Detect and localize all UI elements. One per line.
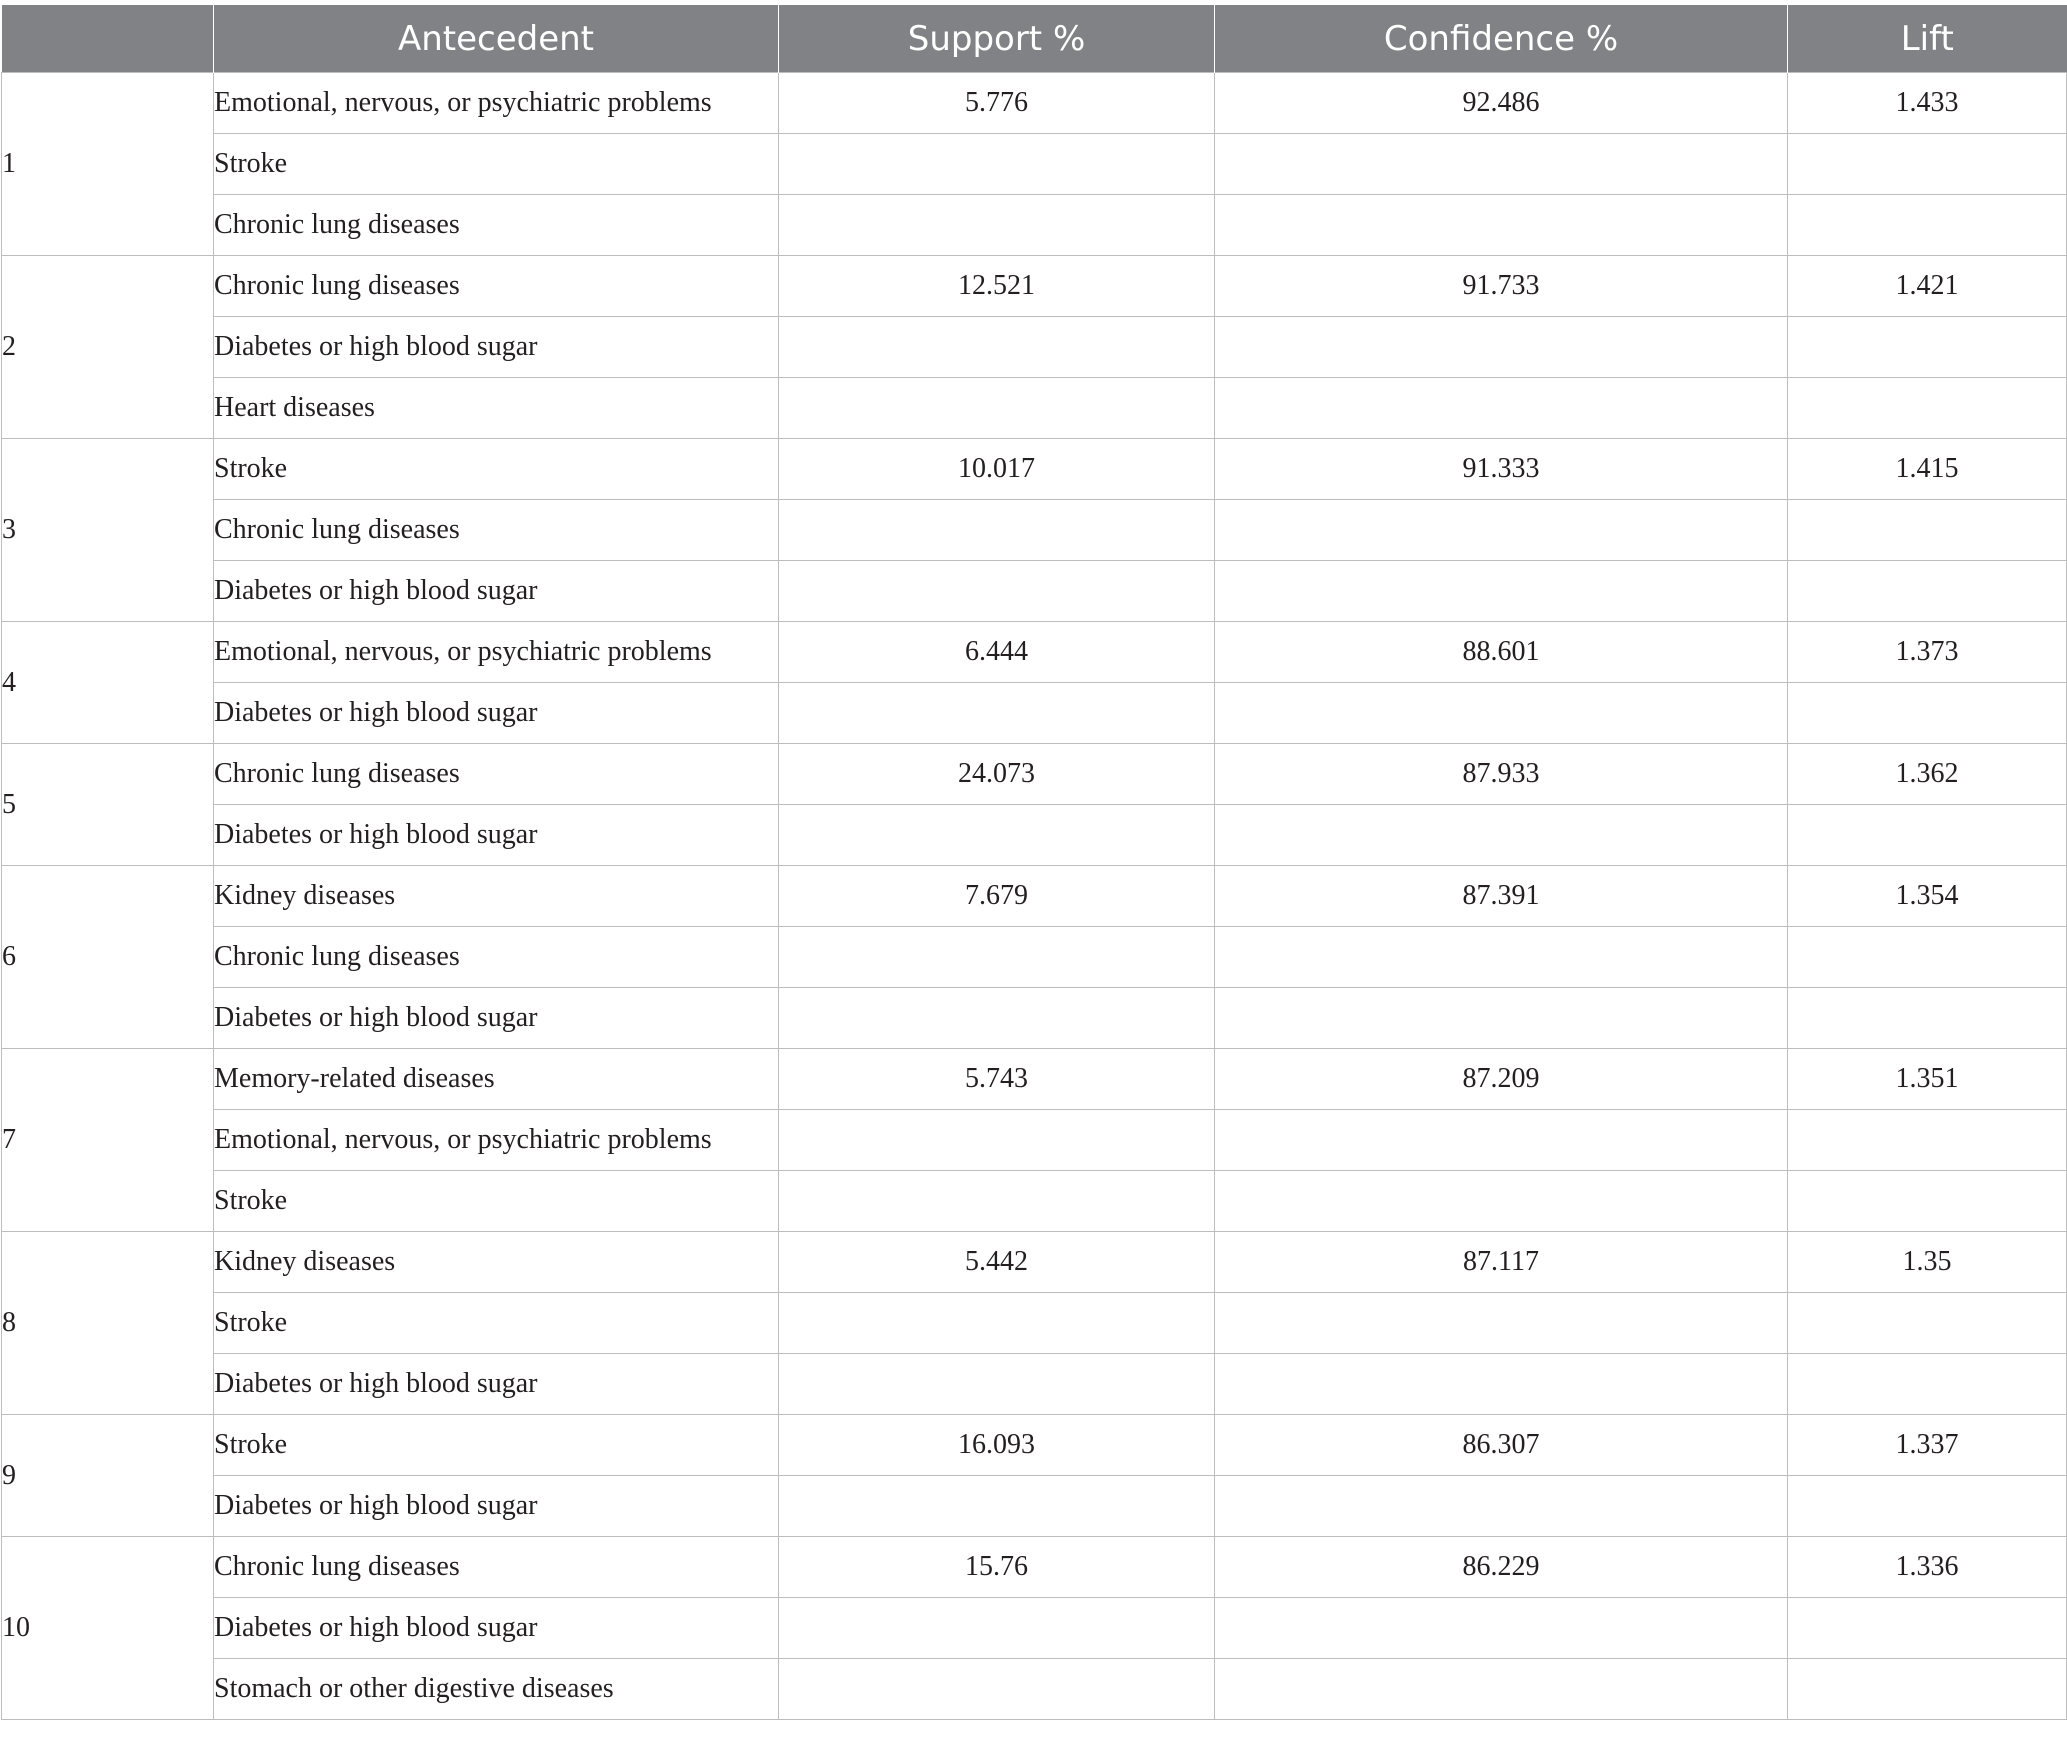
support-cell — [779, 317, 1215, 378]
support-cell — [779, 378, 1215, 439]
lift-cell — [1788, 561, 2067, 622]
table-row — [2, 805, 2067, 866]
confidence-cell: 87.933 — [1215, 744, 1788, 805]
support-cell: 7.679 — [779, 866, 1215, 927]
support-cell: 16.093 — [779, 1415, 1215, 1476]
antecedent-item: Diabetes or high blood sugar — [214, 317, 779, 378]
confidence-cell: 87.117 — [1215, 1232, 1788, 1293]
header-support: Support % — [779, 5, 1215, 73]
lift-cell: 1.415 — [1788, 439, 2067, 500]
table-row — [2, 622, 2067, 683]
table-row — [2, 500, 2067, 561]
table-row — [2, 256, 2067, 317]
support-cell — [779, 988, 1215, 1049]
confidence-cell — [1215, 134, 1788, 195]
support-cell — [779, 1598, 1215, 1659]
support-cell: 5.743 — [779, 1049, 1215, 1110]
rule-rank: 7 — [2, 1049, 214, 1232]
antecedent-item: Diabetes or high blood sugar — [214, 1476, 779, 1537]
support-cell: 6.444 — [779, 622, 1215, 683]
support-cell — [779, 134, 1215, 195]
lift-cell — [1788, 1293, 2067, 1354]
antecedent-item: Chronic lung diseases — [214, 1537, 779, 1598]
confidence-cell: 92.486 — [1215, 73, 1788, 134]
lift-cell: 1.337 — [1788, 1415, 2067, 1476]
lift-cell: 1.351 — [1788, 1049, 2067, 1110]
confidence-cell: 87.209 — [1215, 1049, 1788, 1110]
rule-rank: 4 — [2, 622, 214, 744]
confidence-cell: 91.333 — [1215, 439, 1788, 500]
antecedent-item: Diabetes or high blood sugar — [214, 988, 779, 1049]
antecedent-item: Memory-related diseases — [214, 1049, 779, 1110]
lift-cell — [1788, 1354, 2067, 1415]
lift-cell — [1788, 378, 2067, 439]
antecedent-item: Stroke — [214, 1293, 779, 1354]
confidence-cell — [1215, 378, 1788, 439]
confidence-cell — [1215, 1171, 1788, 1232]
antecedent-item: Stomach or other digestive diseases — [214, 1659, 779, 1720]
antecedent-item: Stroke — [214, 134, 779, 195]
antecedent-item: Stroke — [214, 1171, 779, 1232]
rule-rank: 2 — [2, 256, 214, 439]
lift-cell — [1788, 988, 2067, 1049]
header-rank — [2, 5, 214, 73]
header-row — [2, 5, 2067, 73]
association-rules-table — [1, 5, 2067, 1720]
table-row — [2, 378, 2067, 439]
lift-cell: 1.354 — [1788, 866, 2067, 927]
confidence-cell — [1215, 927, 1788, 988]
rule-rank: 10 — [2, 1537, 214, 1720]
table-row — [2, 1232, 2067, 1293]
lift-cell: 1.362 — [1788, 744, 2067, 805]
header-antecedent: Antecedent — [214, 5, 779, 73]
rule-rank: 3 — [2, 439, 214, 622]
support-cell — [779, 195, 1215, 256]
support-cell: 12.521 — [779, 256, 1215, 317]
antecedent-item: Stroke — [214, 1415, 779, 1476]
lift-cell — [1788, 1659, 2067, 1720]
rule-rank: 6 — [2, 866, 214, 1049]
support-cell — [779, 927, 1215, 988]
table-row — [2, 317, 2067, 378]
confidence-cell — [1215, 317, 1788, 378]
lift-cell: 1.336 — [1788, 1537, 2067, 1598]
table-row — [2, 927, 2067, 988]
rule-rank: 5 — [2, 744, 214, 866]
confidence-cell — [1215, 1476, 1788, 1537]
support-cell — [779, 561, 1215, 622]
confidence-cell: 88.601 — [1215, 622, 1788, 683]
table-row — [2, 1110, 2067, 1171]
header-confidence: Confidence % — [1215, 5, 1788, 73]
lift-cell: 1.373 — [1788, 622, 2067, 683]
antecedent-item: Chronic lung diseases — [214, 256, 779, 317]
support-cell: 15.76 — [779, 1537, 1215, 1598]
table-row — [2, 744, 2067, 805]
support-cell — [779, 1476, 1215, 1537]
support-cell — [779, 1171, 1215, 1232]
header-lift: Lift — [1788, 5, 2067, 73]
support-cell — [779, 500, 1215, 561]
support-cell — [779, 1110, 1215, 1171]
lift-cell — [1788, 805, 2067, 866]
table-row — [2, 1598, 2067, 1659]
confidence-cell — [1215, 805, 1788, 866]
confidence-cell — [1215, 500, 1788, 561]
table-row — [2, 1049, 2067, 1110]
table-row — [2, 561, 2067, 622]
antecedent-item: Kidney diseases — [214, 866, 779, 927]
support-cell — [779, 1659, 1215, 1720]
confidence-cell: 91.733 — [1215, 256, 1788, 317]
table-row — [2, 1476, 2067, 1537]
lift-cell — [1788, 1598, 2067, 1659]
antecedent-item: Kidney diseases — [214, 1232, 779, 1293]
confidence-cell — [1215, 683, 1788, 744]
table-row — [2, 988, 2067, 1049]
antecedent-item: Diabetes or high blood sugar — [214, 1354, 779, 1415]
table-row — [2, 683, 2067, 744]
table-row — [2, 195, 2067, 256]
table-row — [2, 73, 2067, 134]
confidence-cell: 87.391 — [1215, 866, 1788, 927]
support-cell: 10.017 — [779, 439, 1215, 500]
confidence-cell — [1215, 1293, 1788, 1354]
lift-cell: 1.421 — [1788, 256, 2067, 317]
support-cell — [779, 805, 1215, 866]
table-row — [2, 439, 2067, 500]
support-cell — [779, 1354, 1215, 1415]
lift-cell — [1788, 134, 2067, 195]
antecedent-item: Diabetes or high blood sugar — [214, 805, 779, 866]
lift-cell — [1788, 1171, 2067, 1232]
antecedent-item: Diabetes or high blood sugar — [214, 561, 779, 622]
antecedent-item: Heart diseases — [214, 378, 779, 439]
antecedent-item: Chronic lung diseases — [214, 744, 779, 805]
confidence-cell — [1215, 1354, 1788, 1415]
antecedent-item: Chronic lung diseases — [214, 195, 779, 256]
lift-cell — [1788, 1476, 2067, 1537]
lift-cell — [1788, 1110, 2067, 1171]
lift-cell — [1788, 317, 2067, 378]
antecedent-item: Diabetes or high blood sugar — [214, 1598, 779, 1659]
lift-cell: 1.433 — [1788, 73, 2067, 134]
lift-cell — [1788, 500, 2067, 561]
lift-cell — [1788, 927, 2067, 988]
table-body — [2, 73, 2067, 1720]
antecedent-item: Emotional, nervous, or psychiatric problems — [214, 1110, 779, 1171]
confidence-cell — [1215, 561, 1788, 622]
confidence-cell — [1215, 195, 1788, 256]
support-cell — [779, 683, 1215, 744]
rule-rank: 1 — [2, 73, 214, 256]
antecedent-item: Stroke — [214, 439, 779, 500]
lift-cell — [1788, 683, 2067, 744]
support-cell — [779, 1293, 1215, 1354]
antecedent-item: Chronic lung diseases — [214, 500, 779, 561]
lift-cell — [1788, 195, 2067, 256]
table-row — [2, 1171, 2067, 1232]
lift-cell: 1.35 — [1788, 1232, 2067, 1293]
confidence-cell: 86.229 — [1215, 1537, 1788, 1598]
table-row — [2, 1415, 2067, 1476]
antecedent-item: Diabetes or high blood sugar — [214, 683, 779, 744]
confidence-cell — [1215, 988, 1788, 1049]
table-row — [2, 1537, 2067, 1598]
confidence-cell — [1215, 1110, 1788, 1171]
table-row — [2, 134, 2067, 195]
confidence-cell — [1215, 1598, 1788, 1659]
antecedent-item: Emotional, nervous, or psychiatric problems — [214, 73, 779, 134]
confidence-cell: 86.307 — [1215, 1415, 1788, 1476]
support-cell: 5.776 — [779, 73, 1215, 134]
antecedent-item: Chronic lung diseases — [214, 927, 779, 988]
support-cell: 5.442 — [779, 1232, 1215, 1293]
confidence-cell — [1215, 1659, 1788, 1720]
table-row — [2, 1354, 2067, 1415]
table-row — [2, 866, 2067, 927]
antecedent-item: Emotional, nervous, or psychiatric problems — [214, 622, 779, 683]
table-row — [2, 1293, 2067, 1354]
table-row — [2, 1659, 2067, 1720]
rule-rank: 9 — [2, 1415, 214, 1537]
support-cell: 24.073 — [779, 744, 1215, 805]
rule-rank: 8 — [2, 1232, 214, 1415]
